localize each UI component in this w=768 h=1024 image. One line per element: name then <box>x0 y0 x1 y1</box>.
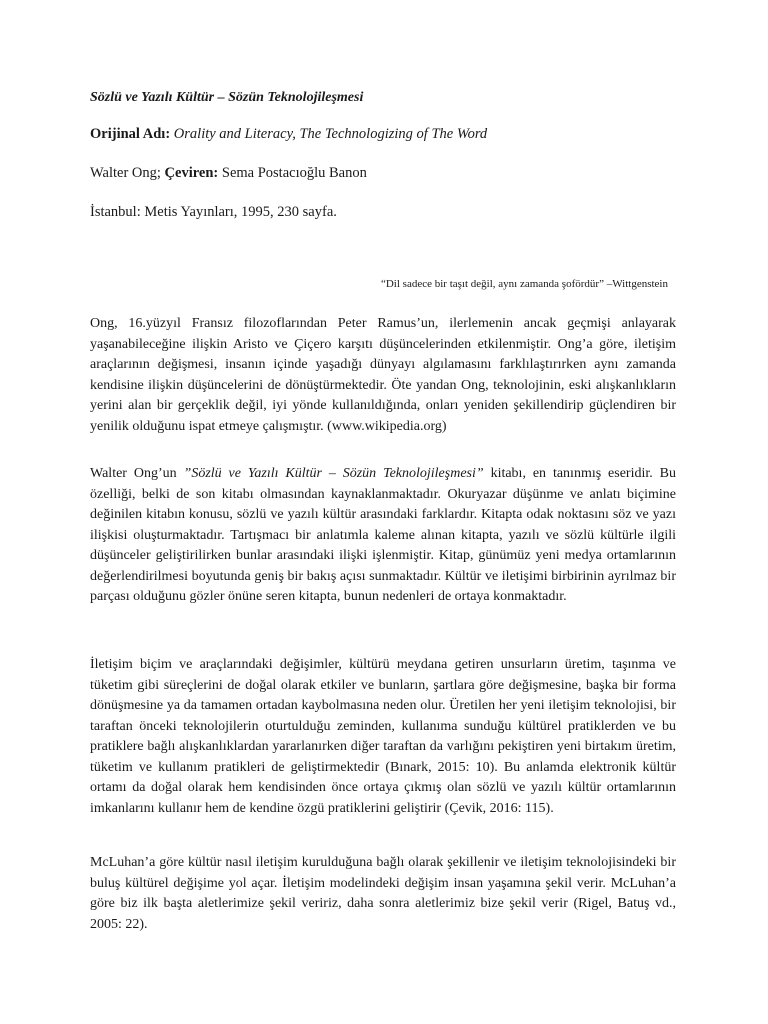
author-name: Walter Ong; <box>90 165 161 181</box>
epigraph-attribution: –Wittgenstein <box>603 278 668 290</box>
publication-info: İstanbul: Metis Yayınları, 1995, 230 sayfa. <box>90 204 337 220</box>
document-title: Sözlü ve Yazılı Kültür – Sözün Teknolojileşmesi <box>90 90 364 105</box>
original-title-line <box>90 126 487 143</box>
paragraph-mcluhan: McLuhan’a göre kültür nasıl iletişim kurulduğuna bağlı olarak şekillenir ve iletişim teknolojisindeki bir buluş kültürel değişime yol açar. İletişim modelindeki değişim insan yaşamına şekil verir. McLuhan’a göre biz ilk başta aletlerimize şekil veririz, daha sonra aletlerimiz bize şekil verir (Rigel, Batuş vd., 2005: 22). <box>90 855 676 932</box>
epigraph <box>381 278 668 290</box>
translator-name: Sema Postacıoğlu Banon <box>221 165 367 181</box>
paragraph-ong-background: Ong, 16.yüzyıl Fransız filozoflarından Peter Ramus’un, ilerlemenin ancak geçmişi anlayarak yaşanabileceğine ilişkin Aristo ve Çiçero karşıtı düşüncelerinden etkilenmiştir. Ong’a göre, iletişim araçlarının değişmesi, insanın içinde yaşadığı dünyayı algılamasını farklılaştırırken aynı zamanda kendisine ilişkin düşüncelerini de dönüştürmektedir. Öte yandan Ong, teknolojinin, eski alışkanlıkların yerini alan bir gerçeklik değil, iyi yönde kullanıldığında, onları yeniden şekillendirip güçlendiren bir yenilik olduğunu ispat etmeye çalışmıştır. (www.wikipedia.org) <box>90 316 676 434</box>
paragraph-book-overview <box>90 464 676 608</box>
paragraph-communication-change: İletişim biçim ve araçlarındaki değişimler, kültürü meydana getiren unsurların üretim, taşınma ve tüketim gibi süreçlerini de doğal olarak etkiler ve bunların, şartlara göre değişmesine, başka bir forma dönüşmesine ya da tamamen ortadan kaybolmasına neden olur. Üretilen her yeni iletişim teknolojisi, bir taraftan önceki teknolojilerin oturtulduğu zeminden, kullanıma sunduğu kültürel pratiklerden ve bu pratiklere bağlı alışkanlıklardan yararlanırken diğer taraftan da varlığını pekiştiren yeni birtakım üretim, tüketim ve kullanım pratikleri de geliştirmektedir (Bınark, 2015: 10). Bu anlamda elektronik kültür ortamı da doğal olarak hem kendisinden önce ortaya çıkmış olan sözlü ve yazılı kültür ortamlarının imkanlarını kullanır hem de kendine özgü pratiklerini geliştirir (Çevik, 2016: 115). <box>90 657 676 816</box>
original-title-label: Orijinal Adı: <box>90 126 171 142</box>
translator-label: Çeviren: <box>164 165 219 181</box>
paragraph-lead: Walter Ong’un <box>90 466 184 481</box>
paragraph-rest: kitabı, en tanınmış eseridir. Bu özelliği, belki de son kitabı olmasından kaynaklanmaktadır. Okuryazar düşünme ve anlatı biçimine değinilen kitabın konusu, sözlü ve yazılı kültür arasındaki farklardır. Kitapta odak noktasını söz ve yazı ilişkisi oluşturmaktadır. Tartışmacı bir anlatımla kaleme alınan kitapta, yazılı ve sözlü kültürle ilgili düşünceler geliştirilirken bunlar arasındaki ilişki işlenmiştir. Kitap, günümüz yeni medya ortamlarının değerlendirilmesi boyutunda geniş bir bakış açısı sunmaktadır. Kültür ve iletişimi birbirinin ayrılmaz bir parçası olduğunu gözler önüne seren kitapta, bunun nedenleri de ortaya konmaktadır. <box>90 466 676 604</box>
original-title-value: Orality and Literacy, The Technologizing of The Word <box>173 126 488 142</box>
epigraph-quote: “Dil sadece bir taşıt değil, aynı zamanda şofördür” <box>380 278 604 290</box>
author-line <box>90 165 367 182</box>
book-title-inline: ”Sözlü ve Yazılı Kültür – Sözün Teknolojileşmesi” <box>183 466 484 481</box>
